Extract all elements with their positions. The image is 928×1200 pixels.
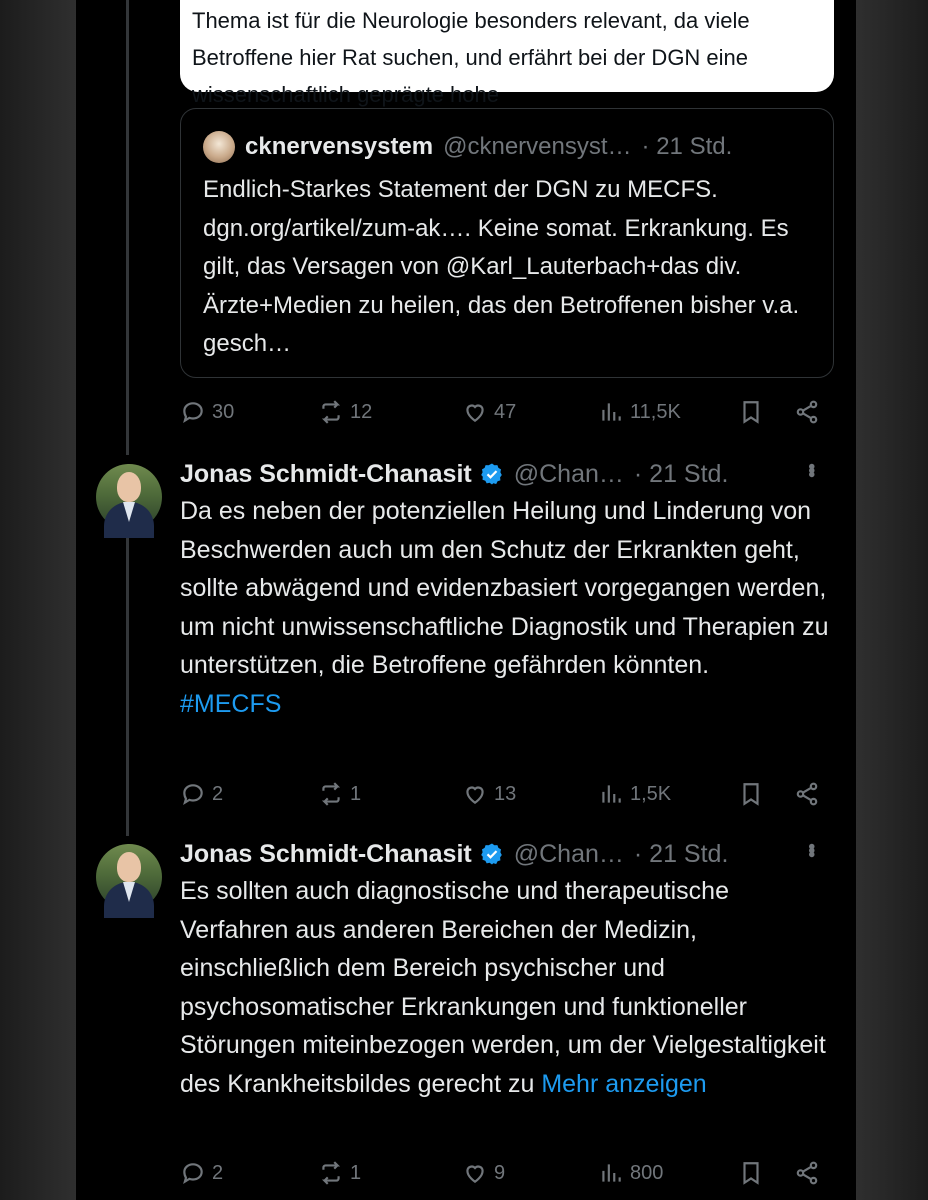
share-button[interactable] (794, 774, 826, 814)
reply-count: 2 (212, 1161, 224, 1184)
bookmark-button[interactable] (738, 774, 770, 814)
verified-badge-icon (480, 462, 504, 486)
repost-icon (318, 781, 344, 807)
bookmark-button[interactable] (738, 1153, 770, 1193)
repost-icon (318, 1160, 344, 1186)
repost-button[interactable] (318, 774, 361, 814)
like-icon (462, 781, 488, 807)
repost-icon (318, 399, 344, 425)
more-options-icon[interactable]: ••• (800, 843, 822, 856)
share-icon (794, 1160, 820, 1186)
like-icon (462, 399, 488, 425)
post-header (180, 837, 820, 871)
post-time[interactable]: · 21 Std. (633, 839, 729, 868)
share-button[interactable] (794, 392, 826, 432)
reply-count: 30 (212, 400, 235, 423)
like-count: 13 (494, 782, 517, 805)
repost-count: 1 (350, 782, 362, 805)
share-icon (794, 781, 820, 807)
quoted-post-time[interactable]: · 21 Std. (641, 133, 733, 160)
bookmark-icon (738, 781, 764, 807)
reply-button[interactable] (180, 774, 223, 814)
share-button[interactable] (794, 1153, 826, 1193)
translation-text: Thema ist für die Neurologie besonders relevant, da viele Betroffene hier Rat suchen, und erfährt bei der DGN eine wissenschaftlich geprägte hohe (192, 8, 750, 107)
repost-button[interactable] (318, 392, 372, 432)
reply-count: 2 (212, 782, 224, 805)
views-count: 800 (630, 1161, 664, 1184)
quoted-post-header (203, 131, 732, 163)
post-actions (180, 1153, 834, 1193)
bookmark-icon (738, 399, 764, 425)
reply-button[interactable] (180, 392, 234, 432)
post-header (180, 457, 820, 491)
post-text-content: Da es neben der potenziellen Heilung und Linderung von Beschwerden auch um den Schutz der Erkrankten geht, sollte abwägend und evidenzbasiert vorgegangen werden, um nicht unwissenschaftliche Diagnostik und Therapien zu unterstützen, die Betroffene gefährden könnten. (180, 497, 829, 679)
bookmark-button[interactable] (738, 392, 770, 432)
post-text (180, 872, 840, 1103)
quoted-post[interactable] (180, 108, 834, 378)
views-button[interactable] (598, 774, 671, 814)
like-button[interactable] (462, 774, 516, 814)
views-icon (598, 781, 624, 807)
quoted-post-text: Endlich-Starkes Statement der DGN zu MECFS. dgn.org/artikel/zum-ak…. Keine somat. Erkrankung. Es gilt, das Versagen von @Karl_Lauterbach+das div. Ärzte+Medien zu heilen, das den Betroffenen bisher v.a. gesch… (203, 176, 800, 357)
views-count: 1,5K (630, 782, 672, 805)
show-more-link[interactable]: Mehr anzeigen (541, 1069, 707, 1098)
author-handle[interactable]: @Chan… (513, 459, 624, 488)
post-text-content: Es sollten auch diagnostische und therapeutische Verfahren aus anderen Bereichen der Medizin, einschließlich dem Bereich psychischer und psychosomatischer Erkrankungen und funktioneller Störungen miteinbezogen werden, um der Vielgestaltigkeit des Krankheitsbildes gerecht zu (180, 877, 826, 1098)
views-count: 11,5K (630, 400, 681, 423)
reply-button[interactable] (180, 1153, 223, 1193)
reply-icon (180, 399, 206, 425)
more-options-icon[interactable]: ••• (800, 463, 822, 476)
bookmark-icon (738, 1160, 764, 1186)
thread-line (126, 538, 129, 836)
share-icon (794, 399, 820, 425)
left-backdrop (0, 0, 76, 1200)
translation-popup (180, 0, 834, 107)
repost-count: 12 (350, 400, 373, 423)
timeline (76, 0, 856, 1200)
like-button[interactable] (462, 392, 516, 432)
post-text (180, 492, 840, 723)
thread-line (126, 0, 129, 455)
like-count: 9 (494, 1161, 506, 1184)
views-button[interactable] (598, 392, 681, 432)
author-name[interactable]: Jonas Schmidt-Chanasit (180, 839, 472, 868)
post-time[interactable]: · 21 Std. (633, 459, 729, 488)
reply-icon (180, 781, 206, 807)
post-actions (180, 774, 834, 814)
repost-count: 1 (350, 1161, 362, 1184)
hashtag-link[interactable]: #MECFS (180, 689, 282, 718)
like-icon (462, 1160, 488, 1186)
quoted-author-handle[interactable]: @cknervensyst… (443, 133, 632, 160)
quoted-avatar[interactable] (203, 131, 235, 163)
reply-icon (180, 1160, 206, 1186)
views-icon (598, 1160, 624, 1186)
repost-button[interactable] (318, 1153, 361, 1193)
right-backdrop (856, 0, 928, 1200)
quoted-author-name[interactable]: cknervensystem (245, 133, 434, 160)
views-icon (598, 399, 624, 425)
author-handle[interactable]: @Chan… (513, 839, 624, 868)
like-count: 47 (494, 400, 517, 423)
post-actions (180, 392, 834, 432)
author-avatar[interactable] (96, 844, 162, 910)
author-name[interactable]: Jonas Schmidt-Chanasit (180, 459, 472, 488)
like-button[interactable] (462, 1153, 505, 1193)
views-button[interactable] (598, 1153, 663, 1193)
verified-badge-icon (480, 842, 504, 866)
author-avatar[interactable] (96, 464, 162, 530)
